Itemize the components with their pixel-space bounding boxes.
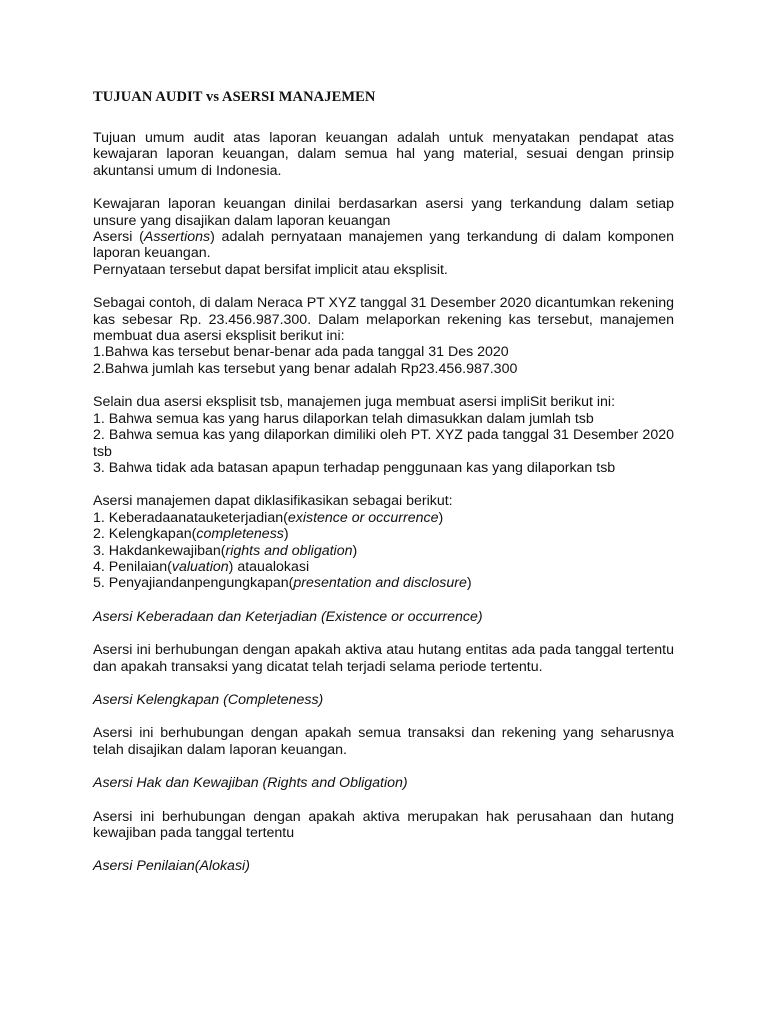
paragraph-fairness: Kewajaran laporan keuangan dinilai berdasarkan asersi yang terkandung dalam setiap unsure yang disajikan dalam laporan keuangan (93, 196, 674, 229)
list-item-explicit-2: 2.Bahwa jumlah kas tersebut yang benar adalah Rp23.456.987.300 (93, 360, 518, 377)
section-body-rights: Asersi ini berhubungan dengan apakah aktiva merupakan hak perusahaan dan hutang kewajiban pada tanggal tertentu (93, 808, 674, 841)
classification-3-term: rights and obligation (225, 542, 353, 559)
section-heading-valuation: Asersi Penilaian(Alokasi) (93, 858, 250, 875)
classification-4-suffix: ) ataualokasi (228, 558, 310, 575)
section-heading-rights: Asersi Hak dan Kewajiban (Rights and Obligation) (93, 775, 408, 792)
document-title: TUJUAN AUDIT vs ASERSI MANAJEMEN (93, 89, 376, 105)
list-item-classification-4 (93, 559, 674, 575)
document-page (93, 88, 674, 875)
classification-2-label: 2. Kelengkapan( (93, 526, 197, 543)
list-item-classification-2 (93, 526, 674, 542)
paragraph-example-intro: Sebagai contoh, di dalam Neraca PT XYZ tanggal 31 Desember 2020 dicantumkan rekening kas sebesar Rp. 23.456.987.300. Dalam melaporkan rekening kas tersebut, manajemen membuat dua asersi eksplisit berikut ini: (93, 295, 674, 345)
section-heading-completeness: Asersi Kelengkapan (Completeness) (93, 691, 324, 708)
section-body-existence: Asersi ini berhubungan dengan apakah aktiva atau hutang entitas ada pada tanggal tertentu dan apakah transaksi yang dicatat telah terjadi selama periode tertentu. (93, 642, 674, 675)
assertion-term: Assertions (143, 229, 211, 246)
classification-1-label: 1. Keberadaanatauketerjadian( (93, 509, 288, 526)
list-item-implicit-3: 3. Bahwa tidak ada batasan apapun terhadap penggunaan kas yang dilaporkan tsb (93, 459, 616, 476)
classification-1-term: existence or occurrence (287, 509, 439, 526)
paragraph-explicit-implicit: Pernyataan tersebut dapat bersifat implicit atau eksplisit. (93, 261, 448, 278)
classification-2-term: completeness (196, 526, 284, 543)
classification-5-suffix: ) (466, 575, 472, 592)
classification-4-term: valuation (171, 558, 229, 575)
assertion-definition-pre: Asersi ( (93, 229, 144, 246)
classification-2-suffix: ) (283, 526, 289, 543)
list-item-implicit-1: 1. Bahwa semua kas yang harus dilaporkan telah dimasukkan dalam jumlah tsb (93, 410, 594, 427)
paragraph-implicit-intro: Selain dua asersi eksplisit tsb, manajemen juga membuat asersi impliSit berikut ini: (93, 394, 616, 411)
assertion-definition-post: ) adalah pernyataan manajemen yang terkandung di dalam komponen laporan keuangan. (93, 229, 675, 262)
classification-4-label: 4. Penilaian( (93, 558, 172, 575)
list-item-classification-5 (93, 575, 674, 591)
classification-3-suffix: ) (352, 542, 358, 559)
section-body-completeness: Asersi ini berhubungan dengan apakah semua transaksi dan rekening yang seharusnya telah disajikan dalam laporan keuangan. (93, 725, 674, 758)
paragraph-assertion-definition (93, 229, 674, 262)
paragraph-classification-intro: Asersi manajemen dapat diklasifikasikan sebagai berikut: (93, 493, 453, 510)
list-item-implicit-2: 2. Bahwa semua kas yang dilaporkan dimiliki oleh PT. XYZ pada tanggal 31 Desember 2020 tsb (93, 427, 674, 460)
list-item-classification-3 (93, 543, 674, 559)
section-heading-existence: Asersi Keberadaan dan Keterjadian (Existence or occurrence) (93, 608, 483, 625)
classification-5-term: presentation and disclosure (293, 575, 467, 592)
classification-3-label: 3. Hakdankewajiban( (93, 542, 226, 559)
classification-1-suffix: ) (438, 509, 444, 526)
classification-5-label: 5. Penyajiandanpengungkapan( (93, 575, 294, 592)
list-item-explicit-1: 1.Bahwa kas tersebut benar-benar ada pada tanggal 31 Des 2020 (93, 344, 509, 361)
list-item-classification-1 (93, 510, 674, 526)
paragraph-general-objective: Tujuan umum audit atas laporan keuangan adalah untuk menyatakan pendapat atas kewajaran laporan keuangan, dalam semua hal yang material, sesuai dengan prinsip akuntansi umum di Indonesia. (93, 130, 674, 179)
